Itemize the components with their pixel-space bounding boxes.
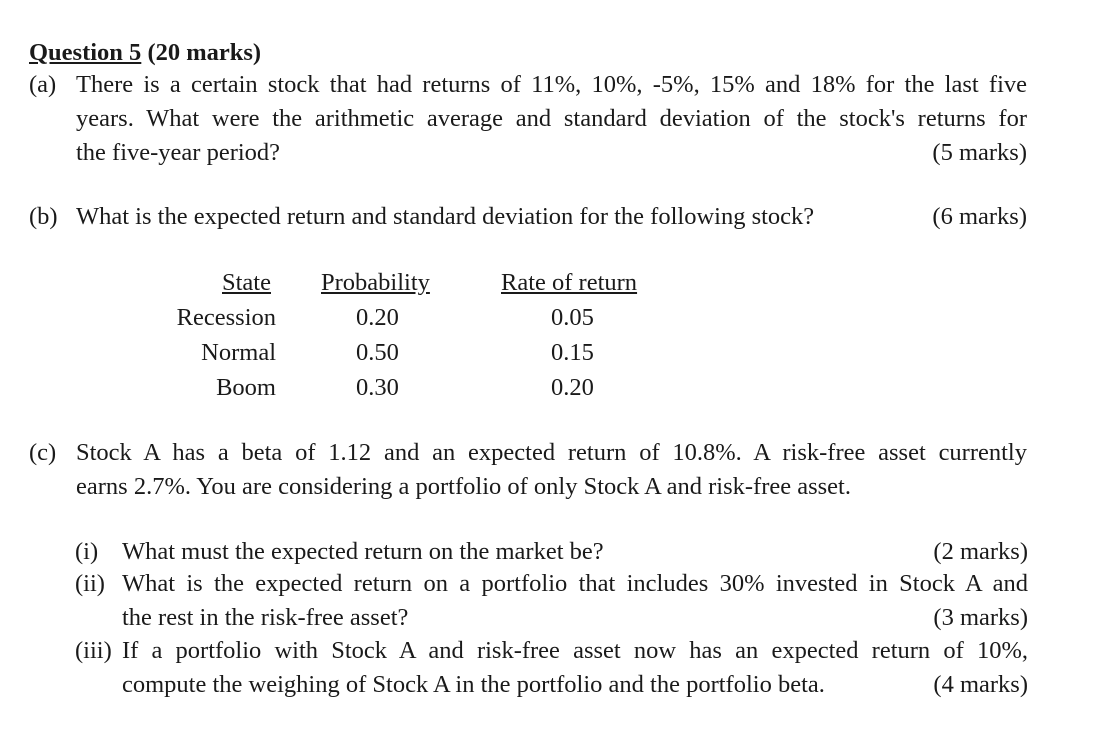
table-header-rate: Rate of return xyxy=(501,269,638,296)
table-cell-rate: 0.05 xyxy=(551,304,594,331)
part-c-i-question: What must the expected return on the market be? xyxy=(122,538,604,565)
part-a-line-text: the five-year period? xyxy=(76,139,281,166)
part-a-line: years. What were the arithmetic average and standard deviation of the stock's returns for xyxy=(76,105,1027,132)
part-a-line: There is a certain stock that had returns of 11%, 10%, -5%, 15% and 18% for the last five xyxy=(76,71,1027,98)
part-b-line xyxy=(76,200,1027,234)
question-total-marks: (20 marks) xyxy=(147,39,262,66)
part-c-i-text xyxy=(122,535,1028,569)
part-c-iii-line: If a portfolio with Stock A and risk-free asset now has an expected return of 10%, xyxy=(122,637,1028,664)
part-a-line xyxy=(76,136,1027,170)
part-b-text xyxy=(76,200,1027,234)
table-cell-state: Boom xyxy=(216,374,276,401)
part-c-ii-line xyxy=(122,601,1028,635)
part-c-label: (c) xyxy=(29,439,57,466)
table-cell-state: Recession xyxy=(176,304,276,331)
part-c-i-line xyxy=(122,535,1028,569)
part-c-iii-marks: (4 marks) xyxy=(933,671,1028,698)
part-b-question: What is the expected return and standard deviation for the following stock? xyxy=(76,203,815,230)
question-heading xyxy=(29,36,261,70)
table-cell-probability: 0.50 xyxy=(356,339,399,366)
table-header-probability: Probability xyxy=(321,269,430,296)
part-b-marks: (6 marks) xyxy=(932,203,1027,230)
part-c-text xyxy=(76,436,1027,504)
part-c-ii-line: What is the expected return on a portfolio that includes 30% invested in Stock A and xyxy=(122,570,1028,597)
part-c-iii-question: compute the weighing of Stock A in the portfolio and the portfolio beta. xyxy=(122,671,825,698)
part-a-marks: (5 marks) xyxy=(932,139,1027,166)
table-cell-state: Normal xyxy=(201,339,276,366)
question-number: Question 5 xyxy=(29,39,142,66)
table-cell-rate: 0.20 xyxy=(551,374,594,401)
table-cell-rate: 0.15 xyxy=(551,339,594,366)
part-c-ii-text xyxy=(122,567,1028,635)
table-cell-probability: 0.20 xyxy=(356,304,399,331)
part-c-ii-label: (ii) xyxy=(75,570,105,597)
part-c-ii-marks: (3 marks) xyxy=(933,604,1028,631)
table-header-state: State xyxy=(222,269,271,296)
part-b-label: (b) xyxy=(29,203,58,230)
part-c-iii-text xyxy=(122,634,1028,702)
part-c-line: Stock A has a beta of 1.12 and an expected return of 10.8%. A risk-free asset currently xyxy=(76,439,1027,466)
part-c-i-label: (i) xyxy=(75,538,99,565)
part-c-i-marks: (2 marks) xyxy=(933,538,1028,565)
part-c-line: earns 2.7%. You are considering a portfolio of only Stock A and risk-free asset. xyxy=(76,473,851,500)
part-c-ii-question: the rest in the risk-free asset? xyxy=(122,604,409,631)
part-a-label: (a) xyxy=(29,71,57,98)
part-c-iii-label: (iii) xyxy=(75,637,112,664)
part-a-text xyxy=(76,68,1027,170)
table-cell-probability: 0.30 xyxy=(356,374,399,401)
part-c-iii-line xyxy=(122,668,1028,702)
